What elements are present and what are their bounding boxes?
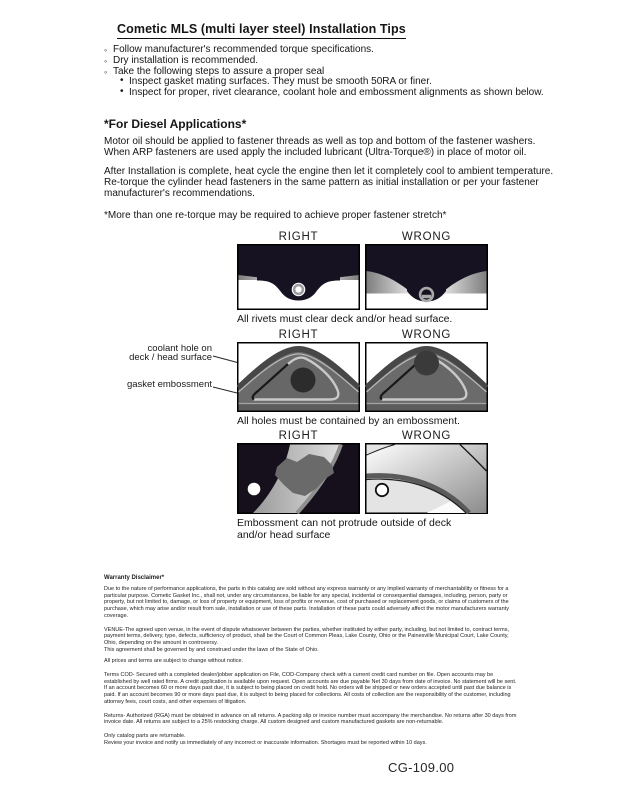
- figure-caption: [237, 517, 488, 541]
- annotation-text: deck / head surface: [129, 352, 212, 363]
- circle-bullet-icon: ◦: [104, 55, 108, 66]
- annotation-text: gasket embossment: [126, 379, 212, 390]
- figure-caption: All holes must be contained by an embossment.: [237, 415, 460, 427]
- coolant-right-diagram: [237, 342, 360, 412]
- warranty-paragraph: All prices and terms are subject to change without notice.: [104, 658, 244, 665]
- warranty-heading: Warranty Disclaimer*: [104, 575, 165, 581]
- retorque-note: *More than one re-torque may be required to achieve proper fastener stretch*: [104, 210, 447, 221]
- caption-line: and/or head surface: [237, 529, 331, 541]
- tip-text: Inspect gasket mating surfaces. They must be smooth 50RA or finer.: [129, 76, 432, 88]
- annotation-gasket-embossment: [100, 380, 212, 389]
- install-tips-section: [104, 20, 564, 99]
- rivet-wrong-diagram: [365, 244, 488, 310]
- warranty-section: [104, 575, 518, 746]
- diesel-paragraph: After Installation is complete, heat cycle the engine then let it completely cool to ambient temperature. Re-torque the cylinder head fasteners in the same pattern as initial installation or per your fastener manufacturer's recommendations.: [104, 166, 554, 199]
- annotation-text: coolant hole on: [147, 343, 212, 354]
- dot-bullet-icon: •: [120, 86, 124, 98]
- right-label: RIGHT: [278, 329, 319, 341]
- figure-coolant-holes: [237, 329, 488, 427]
- warranty-paragraph: Only catalog parts are returnable.: [104, 732, 186, 739]
- figure-embossment: [237, 430, 488, 541]
- coolant-wrong-diagram: [365, 342, 488, 412]
- diesel-section: [104, 119, 556, 229]
- embossment-wrong-diagram: [365, 443, 488, 514]
- tip-text: Follow manufacturer's recommended torque specifications.: [113, 44, 374, 55]
- warranty-paragraph: Terms COD- Secured with a completed dealer/jobber application on File, COD-Company check with a current credit card number on file. Open accounts may be established by well rated firms. A credit application is available upon request. Open accounts are due payable Net 30 days from date of invoice. No statement will be sent. If an account becomes 60 or more days past due, it is subject to being placed on credit hold. No orders will be shipped or new orders accepted until past due balance is paid. If an account becomes 90 or more days past due, it is subject to being placed for collections. All costs of collection are the responsibility of the customer, including attorney fees, court costs, and other expenses of litigation.: [104, 672, 517, 705]
- tip-text: Take the following steps to assure a proper seal: [113, 65, 325, 77]
- warranty-paragraph: This agreement shall be governed by and construed under the laws of the State of Ohio.: [104, 646, 319, 653]
- wrong-label: WRONG: [401, 231, 452, 243]
- diesel-heading: *For Diesel Applications*: [104, 117, 247, 131]
- tip-text: Dry installation is recommended.: [113, 54, 259, 66]
- warranty-paragraph: Review your invoice and notify us immediately of any incorrect or inaccurate information. Shortages must be reported within 10 days.: [104, 739, 427, 746]
- embossment-right-diagram: [237, 443, 360, 514]
- wrong-label: WRONG: [401, 430, 452, 442]
- wrong-label: WRONG: [401, 329, 452, 341]
- diesel-paragraph: Motor oil should be applied to fastener threads as well as top and bottom of the fastener washers. When ARP fasteners are used apply the included lubricant (Ultra-Torque®) in place of motor oil.: [104, 136, 536, 158]
- tip-text: Inspect for proper, rivet clearance, coolant hole and embossment alignments as shown below.: [129, 87, 544, 99]
- figure-rivets: [237, 231, 488, 325]
- figure-caption: All rivets must clear deck and/or head surface.: [237, 313, 453, 325]
- circle-bullet-icon: ◦: [104, 66, 108, 77]
- warranty-paragraph: Returns- Authorized (RGA) must be obtained in advance on all returns. A packing slip or invoice number must accompany the merchandise. No returns after 30 days from invoice date. All returns are subject to a 25% restocking charge. All custom designed and custom manufactured gaskets are non-returnable.: [104, 712, 517, 726]
- part-number: CG-109.00: [388, 760, 455, 775]
- caption-line: Embossment can not protrude outside of deck: [237, 517, 452, 529]
- warranty-paragraph: Due to the nature of performance applications, the parts in this catalog are sold without any express warranty or any implied warranty of merchantability or fitness for a particular purpose. Cometic Gasket Inc., shall not, under any circumstances, be liable for any special, incidental or consequential damages, including, person, party or property, but not limited to, damage, or loss of property or equipment, loss of profits or revenue, cost of purchased or replacement goods, or claims of customers of the purchase, which may arise and/or result from sale, installation or use of these parts. Installation of these parts could adversely affect the motor manufacturers warranty coverage.: [104, 586, 509, 619]
- dot-bullet-icon: •: [120, 75, 124, 87]
- list-item: [120, 88, 564, 99]
- right-label: RIGHT: [278, 231, 319, 243]
- annotation-coolant-hole: [100, 344, 212, 362]
- page-title: Cometic MLS (multi layer steel) Installation Tips: [117, 22, 406, 39]
- right-label: RIGHT: [278, 430, 319, 442]
- circle-bullet-icon: ◦: [104, 45, 108, 55]
- rivet-right-diagram: [237, 244, 360, 310]
- warranty-paragraph: VENUE-The agreed upon venue, in the event of dispute whatsoever between the parties, whether instituted by either party, including, but not limited to, contract terms, payment terms, delivery, type, defects, sufficiency of product, shall be the Court of Common Pleas, Lake County, Ohio or the Painesville Municipal Court, Lake County, Ohio, depending on the amount in controversy.: [104, 626, 509, 646]
